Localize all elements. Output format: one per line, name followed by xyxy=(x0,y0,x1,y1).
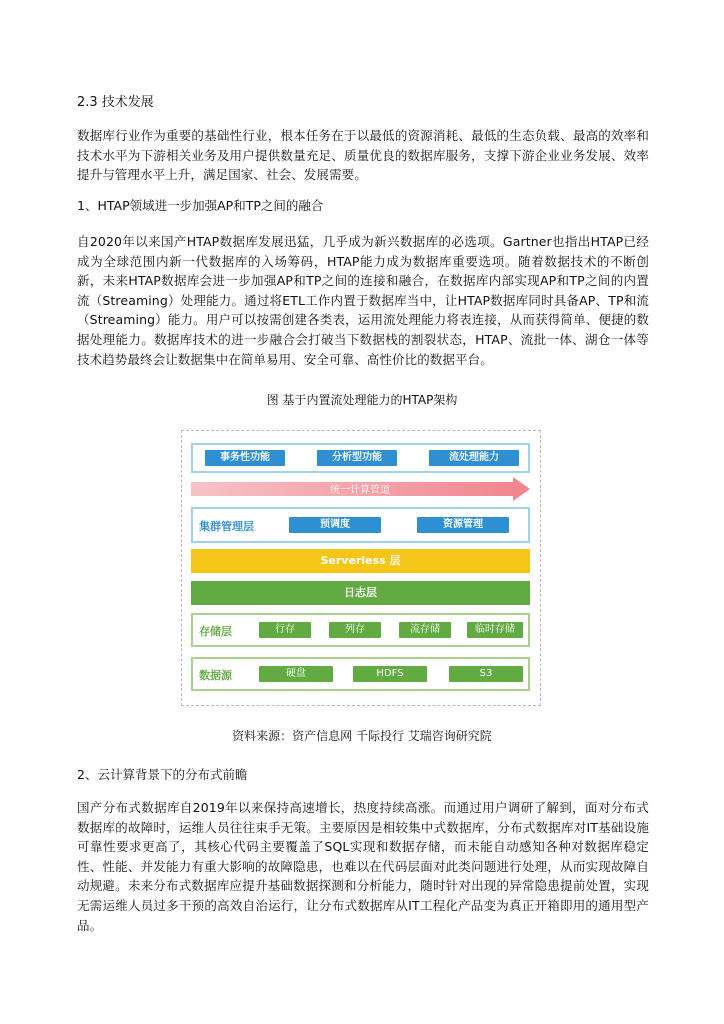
temp-store-box: 临时存储 xyxy=(467,622,523,638)
section-title: 2.3 技术发展 xyxy=(77,95,154,110)
stream-store-box: 流存储 xyxy=(399,622,451,638)
disk-box: 硬盘 xyxy=(259,666,333,682)
pre-schedule-box: 预调度 xyxy=(289,517,381,533)
point1-title: 1、HTAP领域进一步加强AP和TP之间的融合 xyxy=(77,198,324,213)
htap-diagram xyxy=(181,430,541,706)
log-layer: 日志层 xyxy=(191,581,530,605)
cluster-layer xyxy=(191,507,530,543)
datasource-layer-label: 数据源 xyxy=(199,669,232,682)
point2-title: 2、云计算背景下的分布式前瞻 xyxy=(77,767,248,782)
stream-capability-box: 流处理能力 xyxy=(429,450,519,466)
point1-paragraph: 自2020年以来国产HTAP数据库发展迅猛，几乎成为新兴数据库的必选项。Gartner也指出HTAP已经成为全球范围内新一代数据库的入场筹码，HTAP能力成为数据库重要选项。随着数据技术的不断创新，未来HTAP数据库会进一步加强AP和TP之间的连接和融合，在数据库内部实现AP和TP之间的内置流（Streaming）处理能力。通过将ETL工作内置于数据库当中，让HTAP数据库同时具备AP、TP和流（Streaming）能力。用户可以按需创建各类表，运用流处理能力将表连接，从而获得简单、便捷的数据处理能力。数据库技术的进一步融合会打破当下数据栈的割裂状态，HTAP、流批一体、湖仓一体等技术趋势最终会让数据集中在简单易用、安全可靠、高性价比的数据平台。 xyxy=(77,234,649,367)
serverless-layer: Serverless 层 xyxy=(191,549,530,573)
column-store-box: 列存 xyxy=(329,622,381,638)
analytic-function-box: 分析型功能 xyxy=(317,450,397,466)
storage-layer xyxy=(191,613,530,647)
transaction-function-box: 事务性功能 xyxy=(205,450,285,466)
figure-source: 资料来源：资产信息网 千际投行 艾瑞咨询研究院 xyxy=(232,729,492,743)
resource-management-box: 资源管理 xyxy=(417,517,509,533)
function-layer xyxy=(191,443,530,473)
point2-paragraph: 国产分布式数据库自2019年以来保持高速增长，热度持续高涨。而通过用户调研了解到，面对分布式数据库的故障时，运维人员往往束手无策。主要原因是相较集中式数据库，分布式数据库对IT基础设施可靠性要求更高了，其核心代码主要覆盖了SQL实现和数据存储，而未能自动感知各种对数据库稳定性、性能、并发能力有重大影响的故障隐患，也难以在代码层面对此类问题进行处理，从而实现故障自动规避。未来分布式数据库应提升基础数据探测和分析能力，随时针对出现的异常隐患提前处置，实现无需运维人员过多干预的高效自治运行，让分布式数据库从IT工程化产品变为真正开箱即用的通用型产品。 xyxy=(77,800,649,933)
intro-paragraph: 数据库行业作为重要的基础性行业，根本任务在于以最低的资源消耗、最低的生态负载、最高的效率和技术水平为下游相关业务及用户提供数量充足、质量优良的数据库服务，支撑下游企业业务发展、效率提升与管理水平上升，满足国家、社会、发展需要。 xyxy=(77,128,649,183)
hdfs-box: HDFS xyxy=(353,666,427,682)
figure-caption: 图 基于内置流处理能力的HTAP架构 xyxy=(266,393,458,407)
row-store-box: 行存 xyxy=(259,622,311,638)
cluster-layer-label: 集群管理层 xyxy=(199,520,254,533)
compute-pipeline-label: 统一计算管道 xyxy=(330,485,390,496)
storage-layer-label: 存储层 xyxy=(199,625,232,638)
datasource-layer xyxy=(191,657,530,691)
s3-box: S3 xyxy=(449,666,523,682)
